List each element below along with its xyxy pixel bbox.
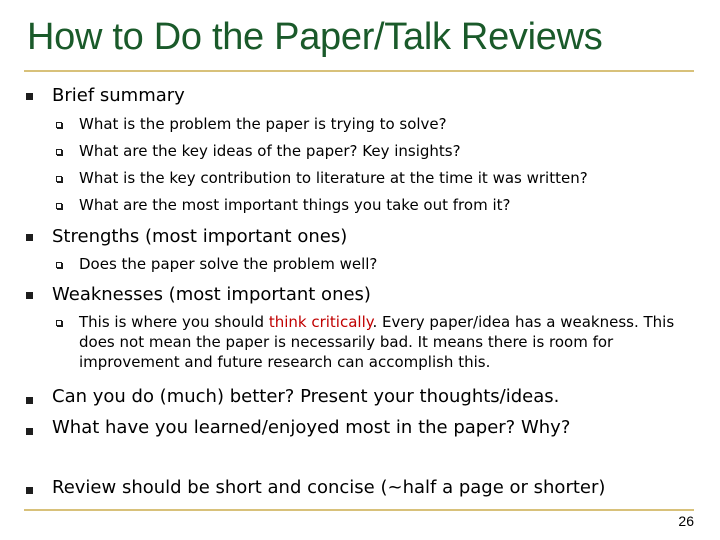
title-divider <box>24 70 694 72</box>
sub-bullet: What are the most important things you take out from it? <box>79 196 511 214</box>
bullet-strengths: Strengths (most important ones) <box>52 226 348 247</box>
filled-square-bullet-icon <box>26 234 33 241</box>
bullet-review-concise: Review should be short and concise (~half a page or shorter) <box>52 477 606 498</box>
filled-square-bullet-icon <box>26 428 33 435</box>
bullet-can-you-do-better: Can you do (much) better? Present your thoughts/ideas. <box>52 386 560 407</box>
hollow-square-bullet-icon <box>56 203 62 209</box>
sub-bullet-text: This is where you should <box>79 313 269 331</box>
hollow-square-bullet-icon <box>56 149 62 155</box>
filled-square-bullet-icon <box>26 93 33 100</box>
hollow-square-bullet-icon <box>56 176 62 182</box>
highlight-think-critically: think critically <box>268 313 373 331</box>
filled-square-bullet-icon <box>26 292 33 299</box>
hollow-square-bullet-icon <box>56 262 62 268</box>
page-number: 26 <box>678 513 694 529</box>
sub-bullet-critical-thinking <box>79 312 689 372</box>
hollow-square-bullet-icon <box>56 320 62 326</box>
bullet-what-learned: What have you learned/enjoyed most in the paper? Why? <box>52 417 571 438</box>
filled-square-bullet-icon <box>26 397 33 404</box>
sub-bullet: What is the problem the paper is trying to solve? <box>79 115 447 133</box>
filled-square-bullet-icon <box>26 487 33 494</box>
sub-bullet: What is the key contribution to literature at the time it was written? <box>79 169 588 187</box>
bullet-brief-summary: Brief summary <box>52 85 185 106</box>
sub-bullet: What are the key ideas of the paper? Key insights? <box>79 142 461 160</box>
sub-bullet: Does the paper solve the problem well? <box>79 255 378 273</box>
footer-divider <box>24 509 694 511</box>
page-title: How to Do the Paper/Talk Reviews <box>27 16 603 58</box>
bullet-weaknesses: Weaknesses (most important ones) <box>52 284 371 305</box>
sub-bullet-text: . Every paper/idea has a weakness. This does not mean the paper is necessarily bad. It means there is room for improvement and future research can accomplish this. <box>79 313 675 371</box>
hollow-square-bullet-icon <box>56 122 62 128</box>
